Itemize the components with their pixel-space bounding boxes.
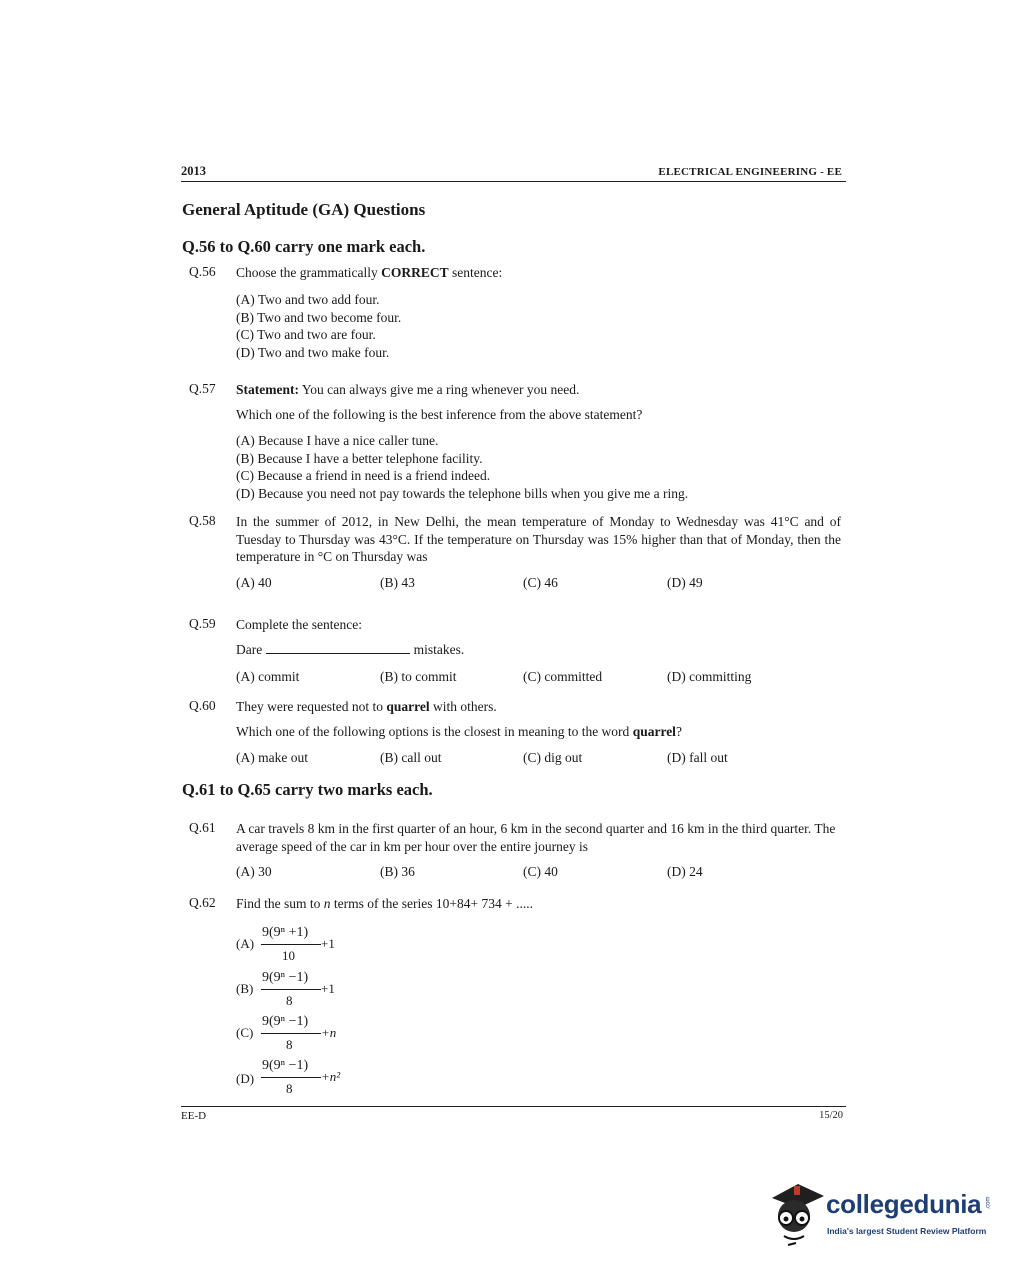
mascot-logo-icon: [764, 1176, 826, 1248]
header-paper-title: ELECTRICAL ENGINEERING - EE: [658, 166, 842, 178]
question-subtext: Which one of the following options is the closest in meaning to the word quarrel?: [236, 724, 682, 739]
option-list: [236, 291, 401, 361]
option-c: (C) 46: [523, 575, 558, 590]
fraction-numerator: 9(9ⁿ −1): [262, 1058, 309, 1073]
footer-page-number: 15/20: [819, 1110, 843, 1121]
option-b: (B) Because I have a better telephone facility.: [236, 450, 483, 466]
option-c: (C) Because a friend in need is a friend indeed.: [236, 468, 491, 483]
question-number: Q.62: [189, 895, 216, 910]
option-a: (A) Two and two add four.: [236, 292, 380, 307]
question-number: Q.58: [189, 513, 216, 528]
footer-rule: [181, 1106, 846, 1107]
header-year: 2013: [181, 164, 206, 178]
question-text: Which one of the following is the best inference from the above statement?: [236, 407, 643, 422]
group-title-two-marks: Q.61 to Q.65 carry two marks each.: [182, 780, 433, 799]
option-a: (A) 30: [236, 864, 272, 879]
fraction-bar: [261, 944, 321, 945]
term-tail: +1: [321, 981, 335, 996]
question-text: Complete the sentence:: [236, 617, 362, 632]
question-number: Q.59: [189, 616, 216, 631]
question-text: In the summer of 2012, in New Delhi, the mean temperature of Monday to Wednesday was 41°C and of Tuesday to Thursday was 43°C. If the temperature on Thursday was 15% higher than that of Monday, then the temperature in °C on Thursday was: [236, 514, 841, 564]
option-d: (D) 49: [667, 575, 703, 590]
option-b: (B) 43: [380, 575, 415, 590]
group-title-one-mark: Q.56 to Q.60 carry one mark each.: [182, 237, 426, 256]
option-a: (A) make out: [236, 750, 308, 765]
option-d: (D) committing: [667, 669, 752, 684]
option-c: (C) committed: [523, 669, 603, 684]
term-tail: +n²: [321, 1069, 341, 1084]
question-statement: Statement: You can always give me a ring whenever you need.: [236, 382, 580, 397]
option-label: (B): [236, 981, 254, 996]
header-rule: [181, 181, 846, 182]
option-c: (C) dig out: [523, 750, 583, 765]
fraction-denominator: 8: [286, 1037, 293, 1052]
fraction-denominator: 10: [282, 948, 295, 963]
fraction-numerator: 9(9ⁿ +1): [262, 925, 309, 940]
option-label: (C): [236, 1025, 254, 1040]
option-b: (B) 36: [380, 864, 415, 879]
fraction-numerator: 9(9ⁿ −1): [262, 970, 309, 985]
option-c: (C) Two and two are four.: [236, 327, 376, 342]
option-a: (A) commit: [236, 669, 300, 684]
question-number: Q.60: [189, 698, 216, 713]
question-number: Q.56: [189, 264, 216, 279]
fraction-bar: [261, 1033, 321, 1034]
option-label: (A): [236, 936, 255, 951]
question-number: Q.61: [189, 820, 216, 835]
section-title: General Aptitude (GA) Questions: [182, 200, 426, 219]
question-text: Choose the grammatically CORRECT sentence:: [236, 265, 503, 280]
brand-suffix: .com: [985, 1196, 992, 1210]
option-d: (D) fall out: [667, 750, 728, 765]
fraction-bar: [261, 1077, 321, 1078]
answer-blank: [266, 653, 410, 654]
option-b: (B) Two and two become four.: [236, 309, 402, 325]
option-a: (A) 40: [236, 575, 272, 590]
option-a: (A) Because I have a nice caller tune.: [236, 433, 439, 448]
term-tail: +1: [321, 936, 335, 951]
fraction-denominator: 8: [286, 993, 293, 1008]
fill-in-sentence: Dare mistakes.: [236, 642, 465, 657]
footer-paper-code: EE-D: [181, 1110, 207, 1122]
question-text: Find the sum to n terms of the series 10+84+ 734 + .....: [236, 896, 533, 911]
question-text: A car travels 8 km in the first quarter of an hour, 6 km in the second quarter and 16 km in the third quarter. The average speed of the car in km per hour over the entire journey is: [236, 821, 836, 854]
option-b: (B) call out: [380, 750, 442, 765]
option-c: (C) 40: [523, 864, 558, 879]
option-b: (B) to commit: [380, 669, 457, 684]
brand-tagline: India's largest Student Review Platform: [827, 1226, 987, 1236]
fraction-numerator: 9(9ⁿ −1): [262, 1014, 309, 1029]
option-list: [236, 432, 688, 502]
option-label: (D): [236, 1071, 255, 1086]
fraction-bar: [261, 989, 321, 990]
brand-wordmark: collegedunia: [826, 1189, 982, 1219]
term-tail: +n: [321, 1025, 337, 1040]
option-d: (D) Two and two make four.: [236, 344, 390, 360]
option-d: (D) Because you need not pay towards the telephone bills when you give me a ring.: [236, 485, 689, 501]
question-number: Q.57: [189, 381, 216, 396]
option-d: (D) 24: [667, 864, 703, 879]
fraction-denominator: 8: [286, 1081, 293, 1096]
question-text: They were requested not to quarrel with others.: [236, 699, 497, 714]
